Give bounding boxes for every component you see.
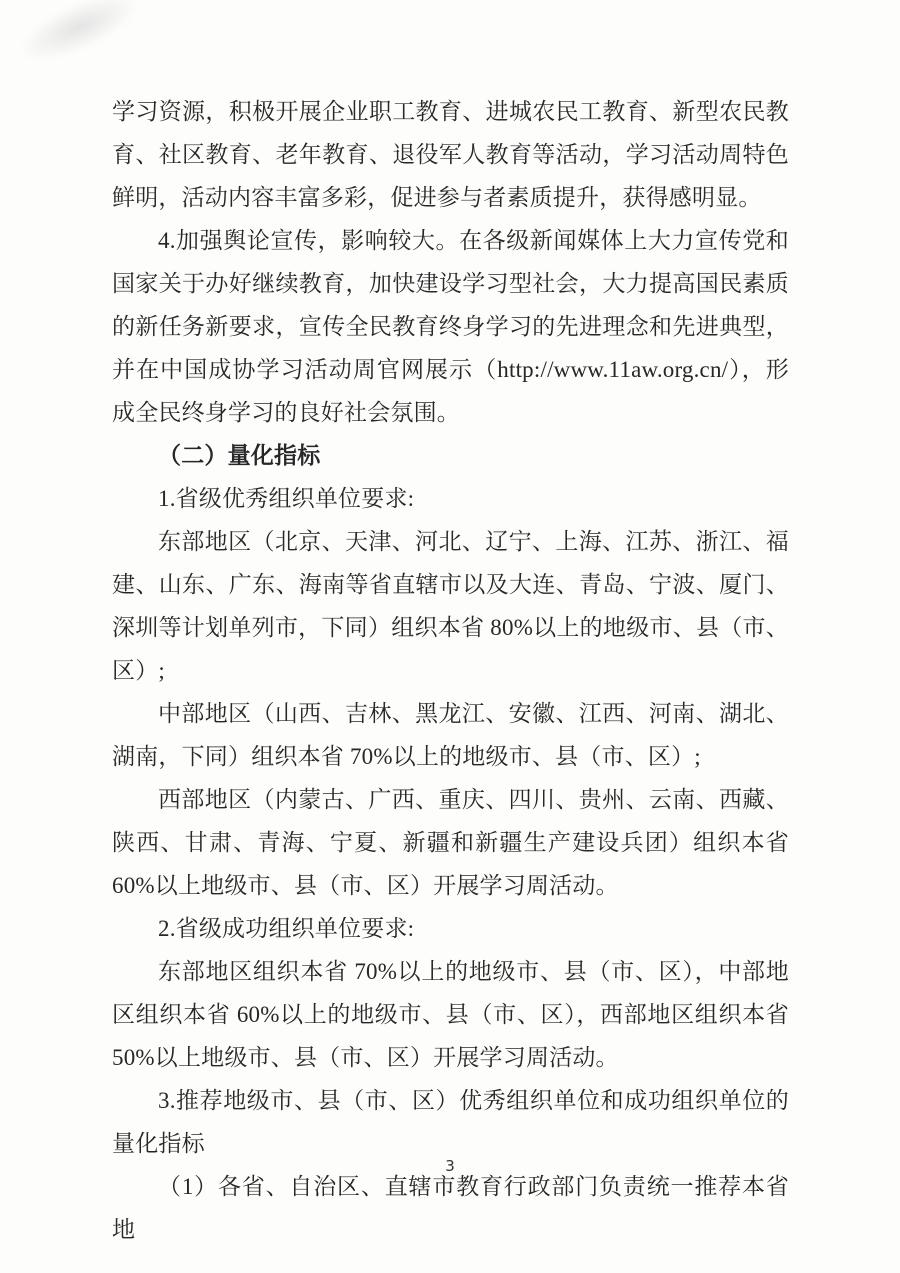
scan-artifact [10,0,147,74]
paragraph-western-region: 西部地区（内蒙古、广西、重庆、四川、贵州、云南、西藏、陕西、甘肃、青海、宁夏、新疆和新疆生产建设兵团）组织本省 60%以上地级市、县（市、区）开展学习周活动。 [112,787,789,898]
paragraph-publicity: 4.加强舆论宣传，影响较大。在各级新闻媒体上大力宣传党和国家关于办好继续教育，加快建设学习型社会，大力提高国民素质的新任务新要求，宣传全民教育终身学习的先进理念和先进典型，并在中国成协学习活动周官网展示（http://www.11aw.org.cn/），形成全民终身学习的良好社会氛围。 [112,228,789,425]
paragraph-item-2-provincial-successful: 2.省级成功组织单位要求: [158,916,415,941]
document-body [112,90,789,1251]
paragraph-item-1-provincial-excellent: 1.省级优秀组织单位要求: [158,486,415,511]
paragraph-regional-percentages: 东部地区组织本省 70%以上的地级市、县（市、区），中部地区组织本省 60%以上的地级市、县（市、区），西部地区组织本省 50%以上地级市、县（市、区）开展学习周活动。 [112,959,789,1070]
paragraph-item-3-recommendation: 3.推荐地级市、县（市、区）优秀组织单位和成功组织单位的量化指标 [112,1088,789,1156]
paragraph-central-region: 中部地区（山西、吉林、黑龙江、安徽、江西、河南、湖北、湖南，下同）组织本省 70%以上的地级市、县（市、区）; [112,701,789,769]
paragraph-continuation: 学习资源，积极开展企业职工教育、进城农民工教育、新型农民教育、社区教育、老年教育、退役军人教育等活动，学习活动周特色鲜明，活动内容丰富多彩，促进参与者素质提升，获得感明显。 [112,99,789,210]
section-heading-quantitative-indicators: （二）量化指标 [158,443,321,468]
paragraph-eastern-region: 东部地区（北京、天津、河北、辽宁、上海、江苏、浙江、福建、山东、广东、海南等省直辖市以及大连、青岛、宁波、厦门、深圳等计划单列市，下同）组织本省 80%以上的地级市、县（市、区）; [112,529,789,683]
page-number: 3 [445,1157,455,1175]
paragraph-sub-item-1: （1）各省、自治区、直辖市教育行政部门负责统一推荐本省地 [112,1174,789,1242]
